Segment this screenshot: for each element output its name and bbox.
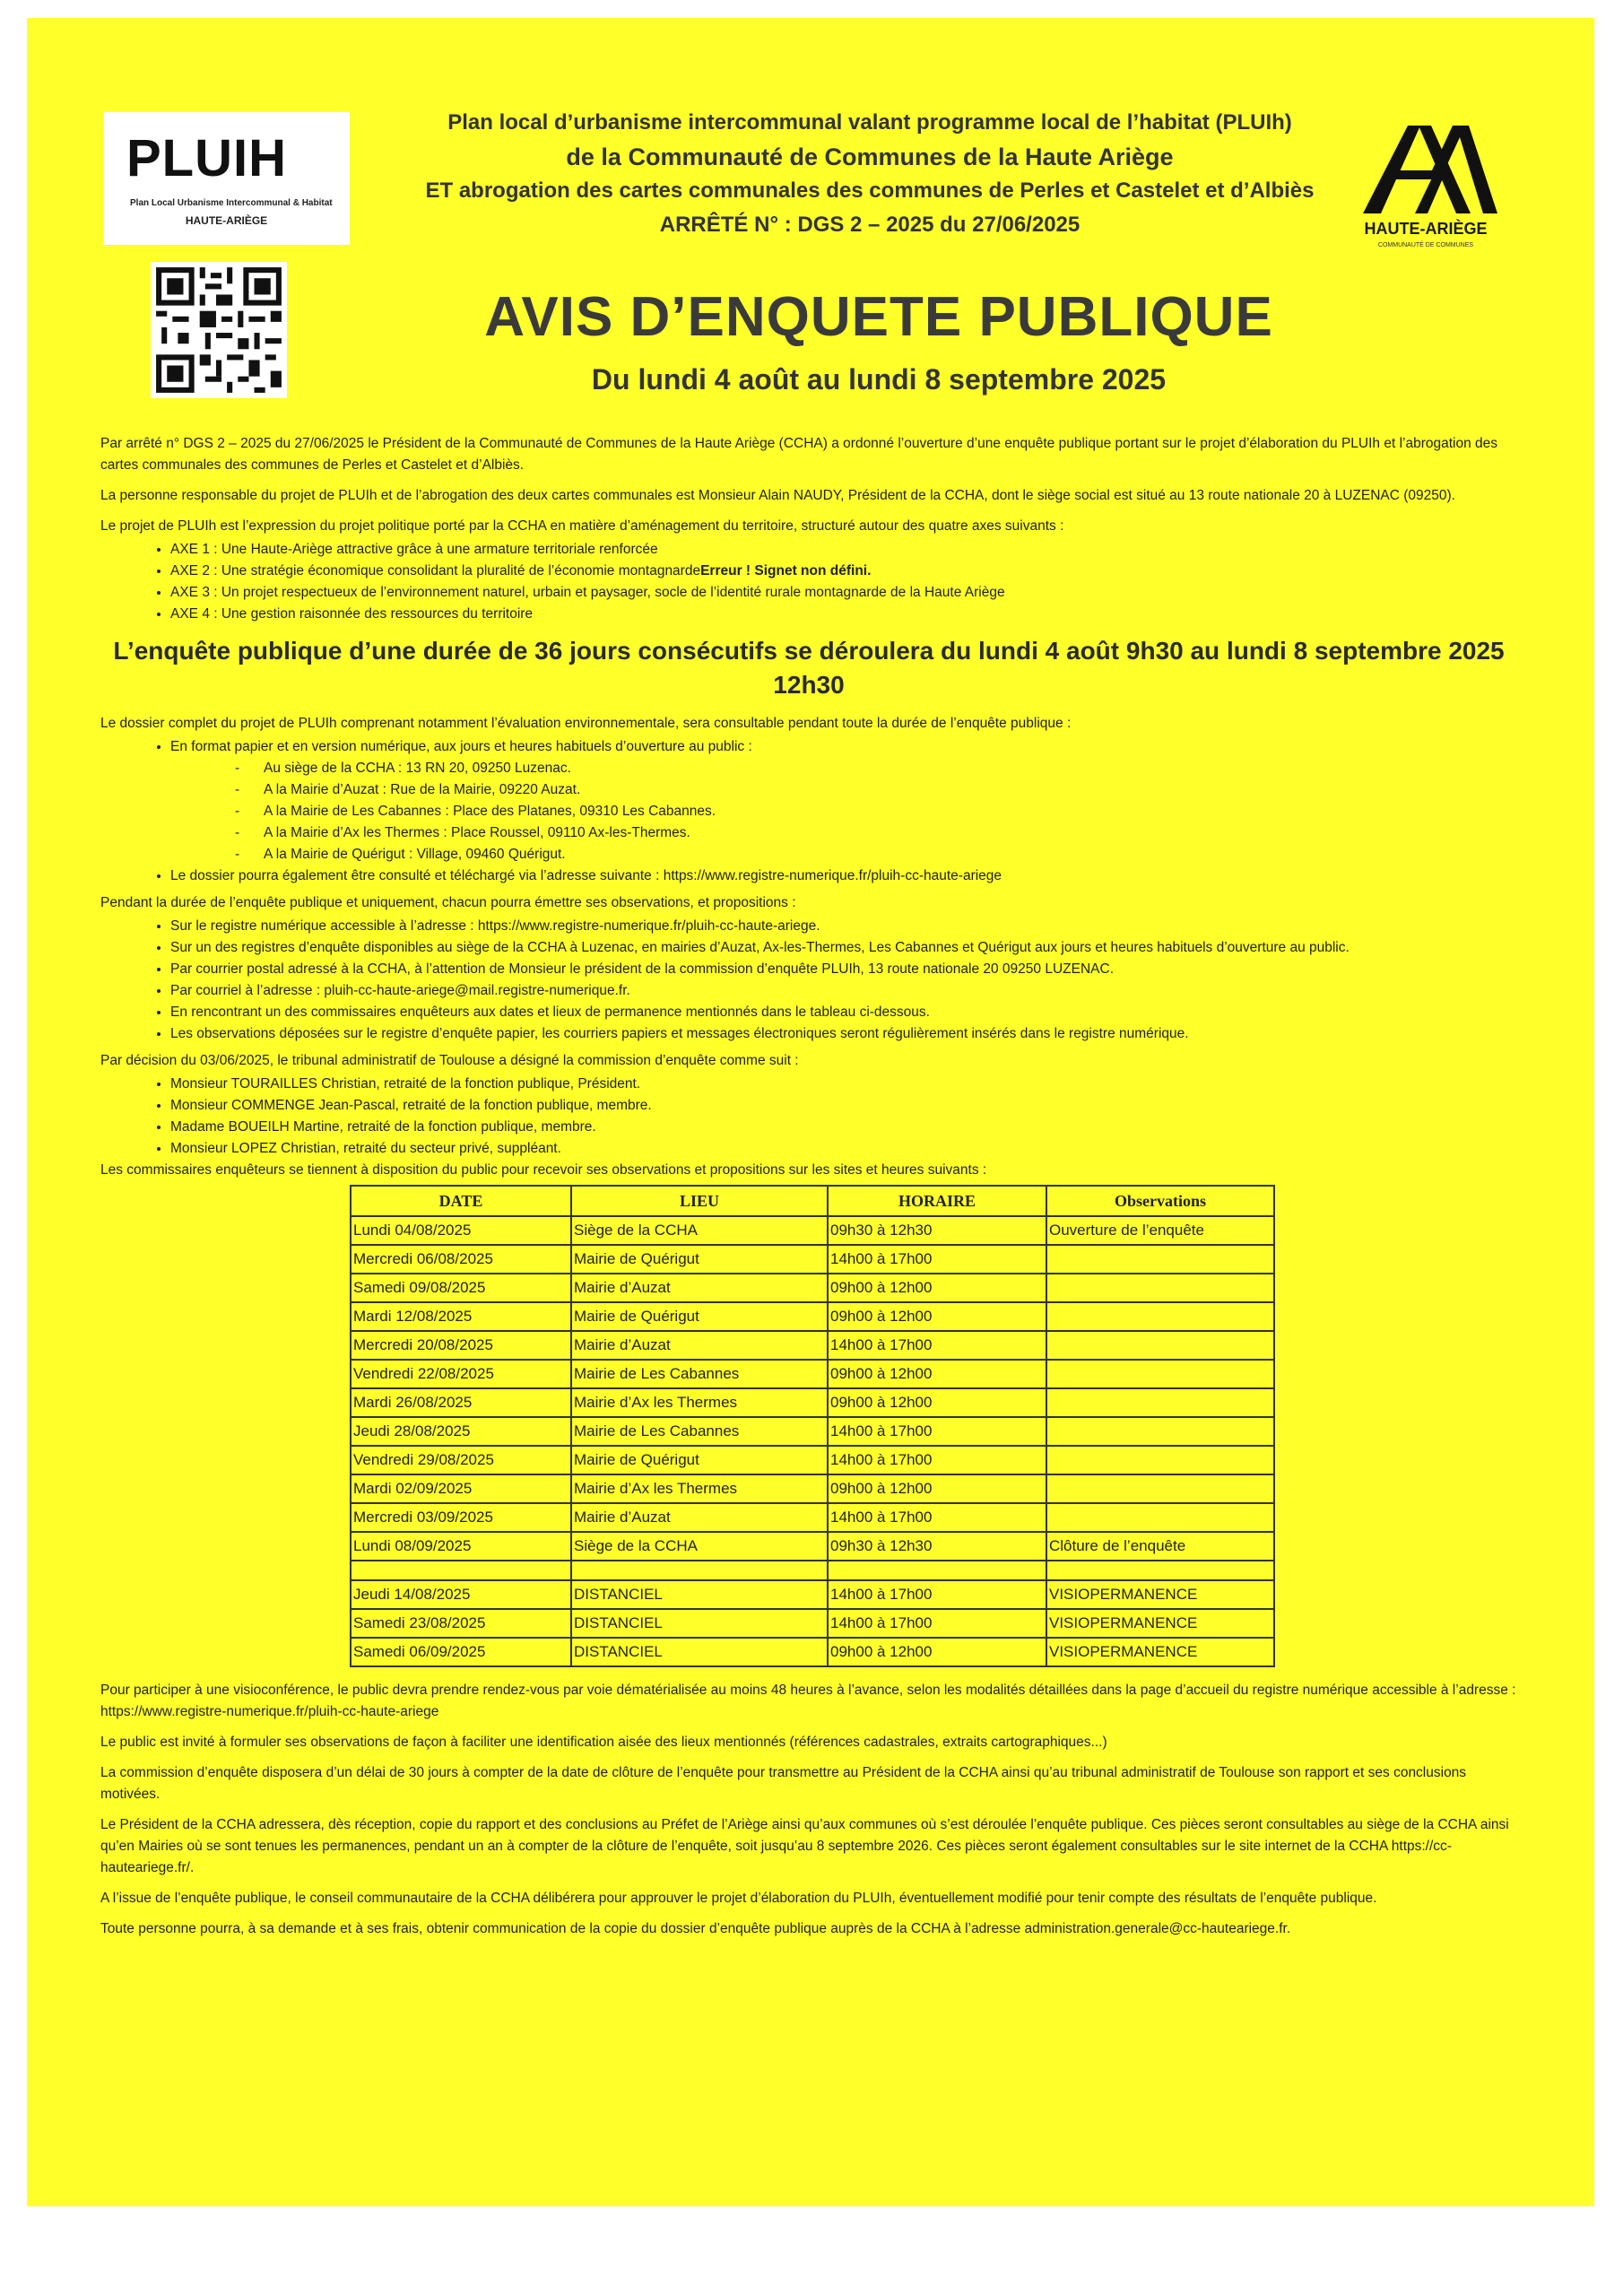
table-cell-lieu: DISTANCIEL xyxy=(571,1638,828,1666)
table-cell-date: Mercredi 20/08/2025 xyxy=(351,1331,571,1360)
paragraph-communication: Toute personne pourra, à sa demande et à ses frais, obtenir communication de la copie du dossier d’enquête publique auprès de la CCHA à l’adresse administration.generale@cc-hauteariege.fr. xyxy=(100,1921,1291,1936)
list-item: • En rencontrant un des commissaires enquêteurs aux dates et lieux de permanence mentionnés dans le tableau ci-dessous. xyxy=(170,1002,1517,1023)
table-cell-lieu: DISTANCIEL xyxy=(571,1609,828,1638)
table-row xyxy=(351,1446,1274,1474)
table-cell-horaire: 09h00 à 12h00 xyxy=(828,1474,1046,1503)
table-cell-date: Samedi 23/08/2025 xyxy=(351,1609,571,1638)
table-cell-lieu: Mairie d’Ax les Thermes xyxy=(571,1388,828,1417)
table-cell-horaire: 09h00 à 12h00 xyxy=(828,1388,1046,1417)
table-row xyxy=(351,1331,1274,1360)
table-row xyxy=(351,1503,1274,1532)
list-item: - Au siège de la CCHA : 13 RN 20, 09250 Luzenac. xyxy=(235,758,1517,779)
table-cell-obs: Ouverture de l’enquête xyxy=(1046,1216,1274,1245)
paragraph-observations: Pendant la durée de l’enquête publique et uniquement, chacun pourra émettre ses observations, et propositions : xyxy=(100,895,796,910)
table-cell-lieu: Mairie de Les Cabannes xyxy=(571,1417,828,1446)
table-cell-horaire: 09h30 à 12h30 xyxy=(828,1216,1046,1245)
haute-ariege-logo xyxy=(1345,117,1506,260)
permanences-table xyxy=(350,1185,1275,1667)
table-cell-horaire: 14h00 à 17h00 xyxy=(828,1580,1046,1609)
table-cell-horaire: 09h00 à 12h00 xyxy=(828,1274,1046,1302)
list-item: - A la Mairie de Les Cabannes : Place des Platanes, 09310 Les Cabannes. xyxy=(235,801,1517,822)
list-item xyxy=(170,561,1517,582)
table-cell-horaire: 14h00 à 17h00 xyxy=(828,1503,1046,1532)
list-item: • Par courrier postal adressé à la CCHA, à l’attention de Monsieur le président de la commission d’enquête PLUIh, 13 route nationale 20 09250 LUZENAC. xyxy=(170,959,1517,980)
table-cell-obs xyxy=(1046,1360,1274,1388)
permanences-rows xyxy=(351,1216,1274,1666)
table-cell-lieu: Siège de la CCHA xyxy=(571,1532,828,1561)
table-cell-date: Mardi 12/08/2025 xyxy=(351,1302,571,1331)
table-cell-empty xyxy=(351,1561,571,1580)
pluih-logo-region: HAUTE-ARIÈGE xyxy=(185,214,268,227)
table-cell-date: Samedi 09/08/2025 xyxy=(351,1274,571,1302)
table-row xyxy=(351,1360,1274,1388)
header-horaire: HORAIRE xyxy=(828,1186,1046,1216)
list-item: • Monsieur TOURAILLES Christian, retraité de la fonction publique, Président. xyxy=(170,1074,1517,1095)
paragraph-projet: Le projet de PLUIh est l’expression du projet politique porté par la CCHA en matière d’aménagement du territoire, structuré autour des quatre axes suivants : xyxy=(100,518,1064,534)
table-cell-date: Samedi 06/09/2025 xyxy=(351,1638,571,1666)
paragraph-rapport: Le Président de la CCHA adressera, dès réception, copie du rapport et des conclusions au Préfet de l’Ariège ainsi qu’aux communes où s’est déroulée l’enquête publique. Ces pièces seront consultables au siège de la CCHA ainsi qu’en Mairies où se sont tenues les permanences, pendant un an à compter de la clôture de l’enquête, soit jusqu’au 8 septembre 2026. Ces pièces seront également consultables sur le site internet de la CCHA https://cc-hauteariege.fr/. xyxy=(100,1817,1509,1875)
list-item: - A la Mairie d’Ax les Thermes : Place Roussel, 09110 Ax-les-Thermes. xyxy=(235,822,1517,844)
table-cell-lieu: Mairie d’Auzat xyxy=(571,1331,828,1360)
dossier-locations xyxy=(170,758,1517,865)
header-line-2: de la Communauté de Communes de la Haute Ariège xyxy=(566,144,1174,170)
table-cell-horaire: 09h00 à 12h00 xyxy=(828,1638,1046,1666)
table-cell-obs xyxy=(1046,1417,1274,1446)
table-cell-obs xyxy=(1046,1388,1274,1417)
table-cell-obs: VISIOPERMANENCE xyxy=(1046,1609,1274,1638)
haute-ariege-logo-sub: COMMUNAUTÉ DE COMMUNES xyxy=(1377,242,1474,248)
table-cell-obs: VISIOPERMANENCE xyxy=(1046,1638,1274,1666)
table-cell-obs xyxy=(1046,1503,1274,1532)
paragraph-visio: Pour participer à une visioconférence, le public devra prendre rendez-vous par voie dématérialisée au moins 48 heures à l’avance, selon les modalités détaillées dans la page d’accueil du registre numérique accessible à l’adresse : https://www.registre-numerique.fr/pluih-cc-haute-ariege xyxy=(100,1683,1516,1719)
table-row xyxy=(351,1580,1274,1609)
table-cell-obs: VISIOPERMANENCE xyxy=(1046,1580,1274,1609)
pluih-logo-text: PLUIH xyxy=(126,129,287,187)
table-cell-lieu: Mairie de Quérigut xyxy=(571,1446,828,1474)
table-cell-obs xyxy=(1046,1302,1274,1331)
list-item: • AXE 3 : Un projet respectueux de l’environnement naturel, urbain et paysager, socle de l’identité rurale montagnarde de la Haute Ariège xyxy=(170,582,1517,604)
list-item: • Monsieur LOPEZ Christian, retraité du secteur privé, suppléant. xyxy=(170,1138,1517,1160)
table-row xyxy=(351,1245,1274,1274)
table-cell-obs xyxy=(1046,1446,1274,1474)
list-item: • Par courriel à l’adresse : pluih-cc-haute-ariege@mail.registre-numerique.fr. xyxy=(170,980,1517,1002)
table-cell-lieu: Mairie d’Ax les Thermes xyxy=(571,1474,828,1503)
list-item: - A la Mairie d’Auzat : Rue de la Mairie, 09220 Auzat. xyxy=(235,779,1517,801)
axes-list xyxy=(100,539,1517,625)
table-cell-obs xyxy=(1046,1245,1274,1274)
table-cell-horaire: 14h00 à 17h00 xyxy=(828,1331,1046,1360)
table-row xyxy=(351,1388,1274,1417)
table-cell-date: Vendredi 29/08/2025 xyxy=(351,1446,571,1474)
table-row xyxy=(351,1609,1274,1638)
haute-ariege-logo-icon xyxy=(1345,117,1506,220)
table-cell-date: Mardi 02/09/2025 xyxy=(351,1474,571,1503)
list-item xyxy=(170,736,1517,865)
observations-list xyxy=(100,916,1517,1045)
list-item: • Monsieur COMMENGE Jean-Pascal, retraité de la fonction publique, membre. xyxy=(170,1095,1517,1117)
dossier-list xyxy=(100,736,1517,887)
paragraph-dossier: Le dossier complet du projet de PLUIh comprenant notamment l’évaluation environnementale, sera consultable pendant toute la durée de l’enquête publique : xyxy=(100,716,1072,731)
table-cell-lieu: Mairie d’Auzat xyxy=(571,1274,828,1302)
table-row xyxy=(351,1274,1274,1302)
qr-code-icon xyxy=(151,262,287,398)
list-item: • Les observations déposées sur le registre d’enquête papier, les courriers papiers et messages électroniques seront régulièrement insérés dans le registre numérique. xyxy=(170,1023,1517,1045)
commission-list xyxy=(100,1074,1517,1160)
paragraph-responsable: La personne responsable du projet de PLUIh et de l’abrogation des deux cartes communales est Monsieur Alain NAUDY, Président de la CCHA, dont le siège social est situé au 13 route nationale 20 à LUZENAC (09250). xyxy=(100,488,1455,503)
table-cell-horaire: 09h30 à 12h30 xyxy=(828,1532,1046,1561)
table-header-row xyxy=(351,1186,1274,1216)
table-cell-horaire: 14h00 à 17h00 xyxy=(828,1446,1046,1474)
table-row xyxy=(351,1532,1274,1561)
paragraph-arrete: Par arrêté n° DGS 2 – 2025 du 27/06/2025 le Président de la Communauté de Communes de la Haute Ariège (CCHA) a ordonné l’ouverture d’une enquête publique portant sur le projet d’élaboration du PLUIh et l’abrogation des cartes communales des communes de Perles et Castelet et d’Albiès. xyxy=(100,436,1498,473)
list-item: • Le dossier pourra également être consulté et téléchargé via l’adresse suivante : https://www.registre-numerique.fr/pluih-cc-haute-ariege xyxy=(170,865,1517,887)
table-row xyxy=(351,1417,1274,1446)
table-cell-empty xyxy=(828,1561,1046,1580)
table-row xyxy=(351,1474,1274,1503)
header-line-1: Plan local d’urbanisme intercommunal valant programme local de l’habitat (PLUIh) xyxy=(447,110,1292,135)
table-cell-date: Jeudi 28/08/2025 xyxy=(351,1417,571,1446)
pluih-logo-subtitle: Plan Local Urbanisme Intercommunal & Habitat xyxy=(130,198,333,208)
notice-title: AVIS D’ENQUETE PUBLIQUE xyxy=(484,286,1273,348)
table-cell-obs xyxy=(1046,1274,1274,1302)
duration-statement: L’enquête publique d’une durée de 36 jours consécutifs se déroulera du lundi 4 août 9h30 au lundi 8 septembre 2025 12h30 xyxy=(113,637,1505,699)
header-line-4: ARRÊTÉ N° : DGS 2 – 2025 du 27/06/2025 xyxy=(659,213,1081,237)
haute-ariege-logo-name: HAUTE-ARIÈGE xyxy=(1364,220,1488,238)
table-cell-date: Vendredi 22/08/2025 xyxy=(351,1360,571,1388)
table-cell-lieu: Siège de la CCHA xyxy=(571,1216,828,1245)
paragraph-permanences: Les commissaires enquêteurs se tiennent à disposition du public pour recevoir ses observations et propositions sur les sites et heures suivants : xyxy=(100,1162,987,1178)
header-date: DATE xyxy=(351,1186,571,1216)
table-cell-lieu: Mairie d’Auzat xyxy=(571,1503,828,1532)
list-item: • Sur le registre numérique accessible à l’adresse : https://www.registre-numerique.fr/pluih-cc-haute-ariege. xyxy=(170,916,1517,937)
table-cell-date: Jeudi 14/08/2025 xyxy=(351,1580,571,1609)
paragraph-delai: La commission d’enquête disposera d’un délai de 30 jours à compter de la date de clôture de l’enquête pour transmettre au Président de la CCHA ainsi qu’au tribunal administratif de Toulouse son rapport et ses conclusions motivées. xyxy=(100,1765,1467,1802)
axe-2-text: AXE 2 : Une stratégie économique consolidant la pluralité de l’économie montagnarde xyxy=(170,563,701,578)
table-cell-empty xyxy=(571,1561,828,1580)
list-item: • AXE 1 : Une Haute-Ariège attractive grâce à une armature territoriale renforcée xyxy=(170,539,1517,561)
header-line-3: ET abrogation des cartes communales des communes de Perles et Castelet et d’Albiès xyxy=(425,178,1315,203)
pluih-logo xyxy=(103,112,350,245)
table-separator-row xyxy=(351,1561,1274,1580)
table-cell-obs xyxy=(1046,1474,1274,1503)
table-row xyxy=(351,1638,1274,1666)
notice-body xyxy=(100,433,1517,1949)
table-row xyxy=(351,1216,1274,1245)
paragraph-commission: Par décision du 03/06/2025, le tribunal administratif de Toulouse a désigné la commission d’enquête comme suit : xyxy=(100,1053,799,1068)
table-cell-lieu: Mairie de Les Cabannes xyxy=(571,1360,828,1388)
table-row xyxy=(351,1302,1274,1331)
dossier-format: En format papier et en version numérique, aux jours et heures habituels d’ouverture au public : xyxy=(170,739,752,754)
notice-subtitle: Du lundi 4 août au lundi 8 septembre 2025 xyxy=(591,363,1167,396)
list-item: • Madame BOUEILH Martine, retraité de la fonction publique, membre. xyxy=(170,1117,1517,1138)
table-cell-date: Mardi 26/08/2025 xyxy=(351,1388,571,1417)
header-observations: Observations xyxy=(1046,1186,1274,1216)
table-cell-date: Lundi 08/09/2025 xyxy=(351,1532,571,1561)
table-cell-horaire: 14h00 à 17h00 xyxy=(828,1417,1046,1446)
list-item: • AXE 4 : Une gestion raisonnée des ressources du territoire xyxy=(170,604,1517,625)
table-cell-horaire: 14h00 à 17h00 xyxy=(828,1245,1046,1274)
table-cell-lieu: DISTANCIEL xyxy=(571,1580,828,1609)
axe-2-error: Erreur ! Signet non défini. xyxy=(700,563,872,578)
notice-header xyxy=(386,106,1354,242)
table-cell-obs: Clôture de l’enquête xyxy=(1046,1532,1274,1561)
table-cell-horaire: 14h00 à 17h00 xyxy=(828,1609,1046,1638)
table-cell-empty xyxy=(1046,1561,1274,1580)
table-cell-date: Mercredi 06/08/2025 xyxy=(351,1245,571,1274)
paragraph-deliberation: A l’issue de l’enquête publique, le conseil communautaire de la CCHA délibérera pour approuver le projet d’élaboration du PLUIh, éventuellement modifié pour tenir compte des résultats de l’enquête publique. xyxy=(100,1891,1377,1906)
list-item: • Sur un des registres d’enquête disponibles au siège de la CCHA à Luzenac, en mairies d’Auzat, Ax-les-Thermes, Les Cabannes et Quérigut aux jours et heures habituels d’ouverture au public. xyxy=(170,937,1517,959)
table-cell-lieu: Mairie de Quérigut xyxy=(571,1245,828,1274)
table-cell-lieu: Mairie de Quérigut xyxy=(571,1302,828,1331)
table-cell-horaire: 09h00 à 12h00 xyxy=(828,1360,1046,1388)
table-cell-obs xyxy=(1046,1331,1274,1360)
paragraph-identification: Le public est invité à formuler ses observations de façon à faciliter une identification aisée des lieux mentionnés (références cadastrales, extraits cartographiques...) xyxy=(100,1735,1107,1750)
table-cell-date: Mercredi 03/09/2025 xyxy=(351,1503,571,1532)
header-lieu: LIEU xyxy=(571,1186,828,1216)
list-item: - A la Mairie de Quérigut : Village, 09460 Quérigut. xyxy=(235,844,1517,865)
table-cell-horaire: 09h00 à 12h00 xyxy=(828,1302,1046,1331)
table-cell-date: Lundi 04/08/2025 xyxy=(351,1216,571,1245)
